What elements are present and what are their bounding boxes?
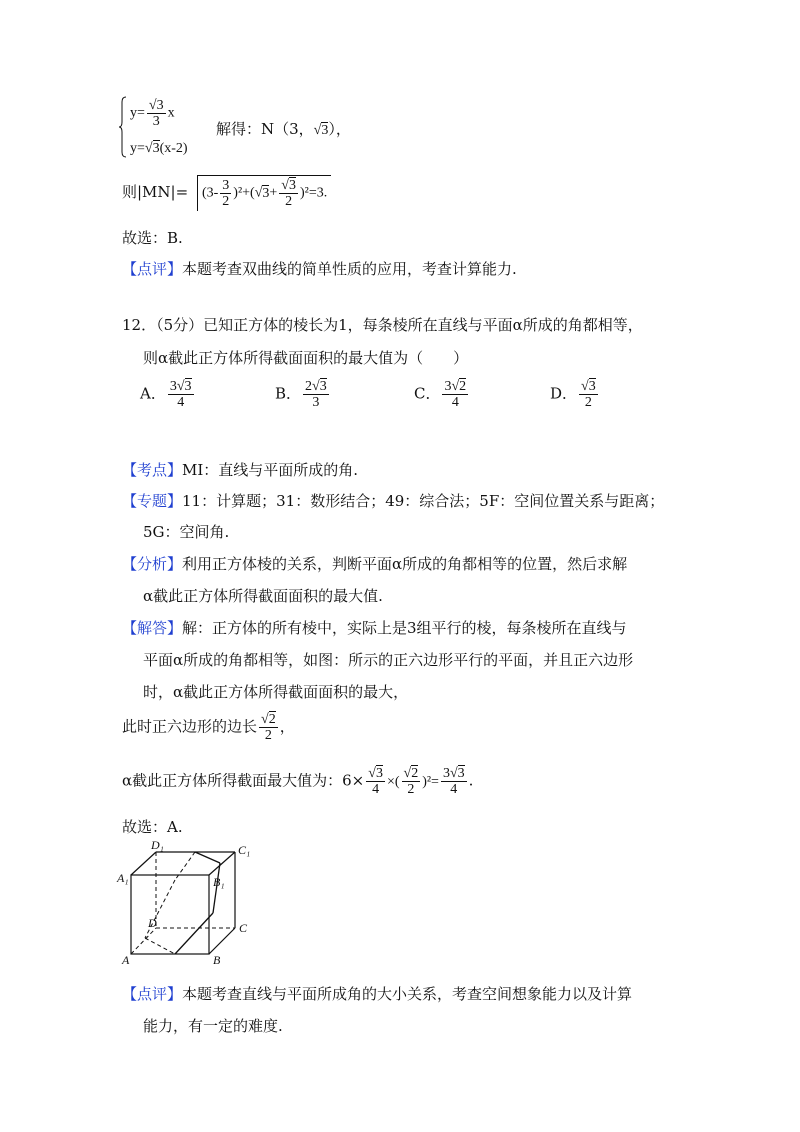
kaodian: 【考点】MI：直线与平面所成的角. bbox=[122, 461, 359, 479]
zhuanti-line2: 5G：空间角. bbox=[143, 523, 230, 541]
cube-figure bbox=[115, 838, 265, 966]
hexagon-edge-hidden bbox=[175, 852, 195, 880]
option-c: C． $\frac{3√2}{4}$ bbox=[414, 379, 467, 410]
review-2-line2: 能力，有一定的难度. bbox=[143, 1017, 283, 1035]
label-c1: C₁ bbox=[238, 843, 251, 857]
zhuanti-line1: 【专题】11：计算题；31：数形结合；49：综合法；5F：空间位置关系与距离； bbox=[122, 492, 665, 510]
system-brace bbox=[119, 96, 127, 158]
question-12-stem-line2: 则α截此正方体所得截面面积的最大值为（ ） bbox=[143, 349, 469, 367]
option-d: D． $\frac{√3}{2}$ bbox=[550, 379, 596, 410]
review-tag: 【点评】 bbox=[122, 260, 183, 278]
label-c: C bbox=[239, 921, 248, 935]
jieda-line3: 时，α截此正方体所得截面面积的最大， bbox=[143, 683, 409, 701]
answer-b: 故选：B. bbox=[122, 229, 183, 247]
review-2-line1: 【点评】本题考查直线与平面所成角的大小关系，考查空间想象能力以及计算 bbox=[122, 985, 633, 1003]
hexagon-edge bbox=[175, 913, 213, 954]
hexagon-edge bbox=[195, 852, 220, 863]
solution-point-n: 解得：N（3，√3）， bbox=[216, 120, 351, 138]
equation-1: y= $\frac{√3}{3}$ x bbox=[130, 98, 175, 129]
answer-a: 故选：A. bbox=[122, 818, 183, 836]
jieda-line2: 平面α所成的角都相等，如图：所示的正六边形平行的平面，并且正六边形 bbox=[143, 651, 634, 669]
max-area: α截此正方体所得截面最大值为：6× $\frac{√3}{4}$ ×( $\frac{√2}{2}$ )²= $\frac{3√3}{4}$ . bbox=[122, 766, 474, 797]
option-b: B． $\frac{2√3}{3}$ bbox=[275, 379, 327, 410]
label-a: A bbox=[122, 953, 130, 966]
label-b: B bbox=[213, 953, 221, 966]
label-d: D bbox=[148, 916, 157, 930]
fenxi-line1: 【分析】利用正方体棱的关系，判断平面α所成的角都相等的位置，然后求解 bbox=[122, 555, 628, 573]
hexagon-edge-hidden bbox=[145, 938, 175, 954]
label-b1: B₁ bbox=[213, 875, 225, 889]
side-length: 此时正六边形的边长 $\frac{√2}{2}$ ， bbox=[122, 712, 295, 743]
label-a1: A₁ bbox=[117, 871, 129, 885]
option-a: A． $\frac{3√3}{4}$ bbox=[140, 379, 192, 410]
question-12-stem-line1: 12．（5分）已知正方体的棱长为1，每条棱所在直线与平面α所成的角都相等， bbox=[122, 316, 643, 334]
label-d1: D₁ bbox=[151, 838, 164, 852]
mn-distance: 则|MN|= (3- $\frac{3}{2}$ )²+(√3+ $\frac{√3}{2}$ )²=3. bbox=[122, 175, 331, 211]
equation-2: y=√3(x-2) bbox=[130, 141, 188, 156]
review-1: 【点评】本题考查双曲线的简单性质的应用，考查计算能力. bbox=[122, 260, 517, 278]
fenxi-line2: α截此正方体所得截面面积的最大值. bbox=[143, 587, 383, 605]
jieda-line1: 【解答】解：正方体的所有棱中，实际上是3组平行的棱，每条棱所在直线与 bbox=[122, 619, 627, 637]
